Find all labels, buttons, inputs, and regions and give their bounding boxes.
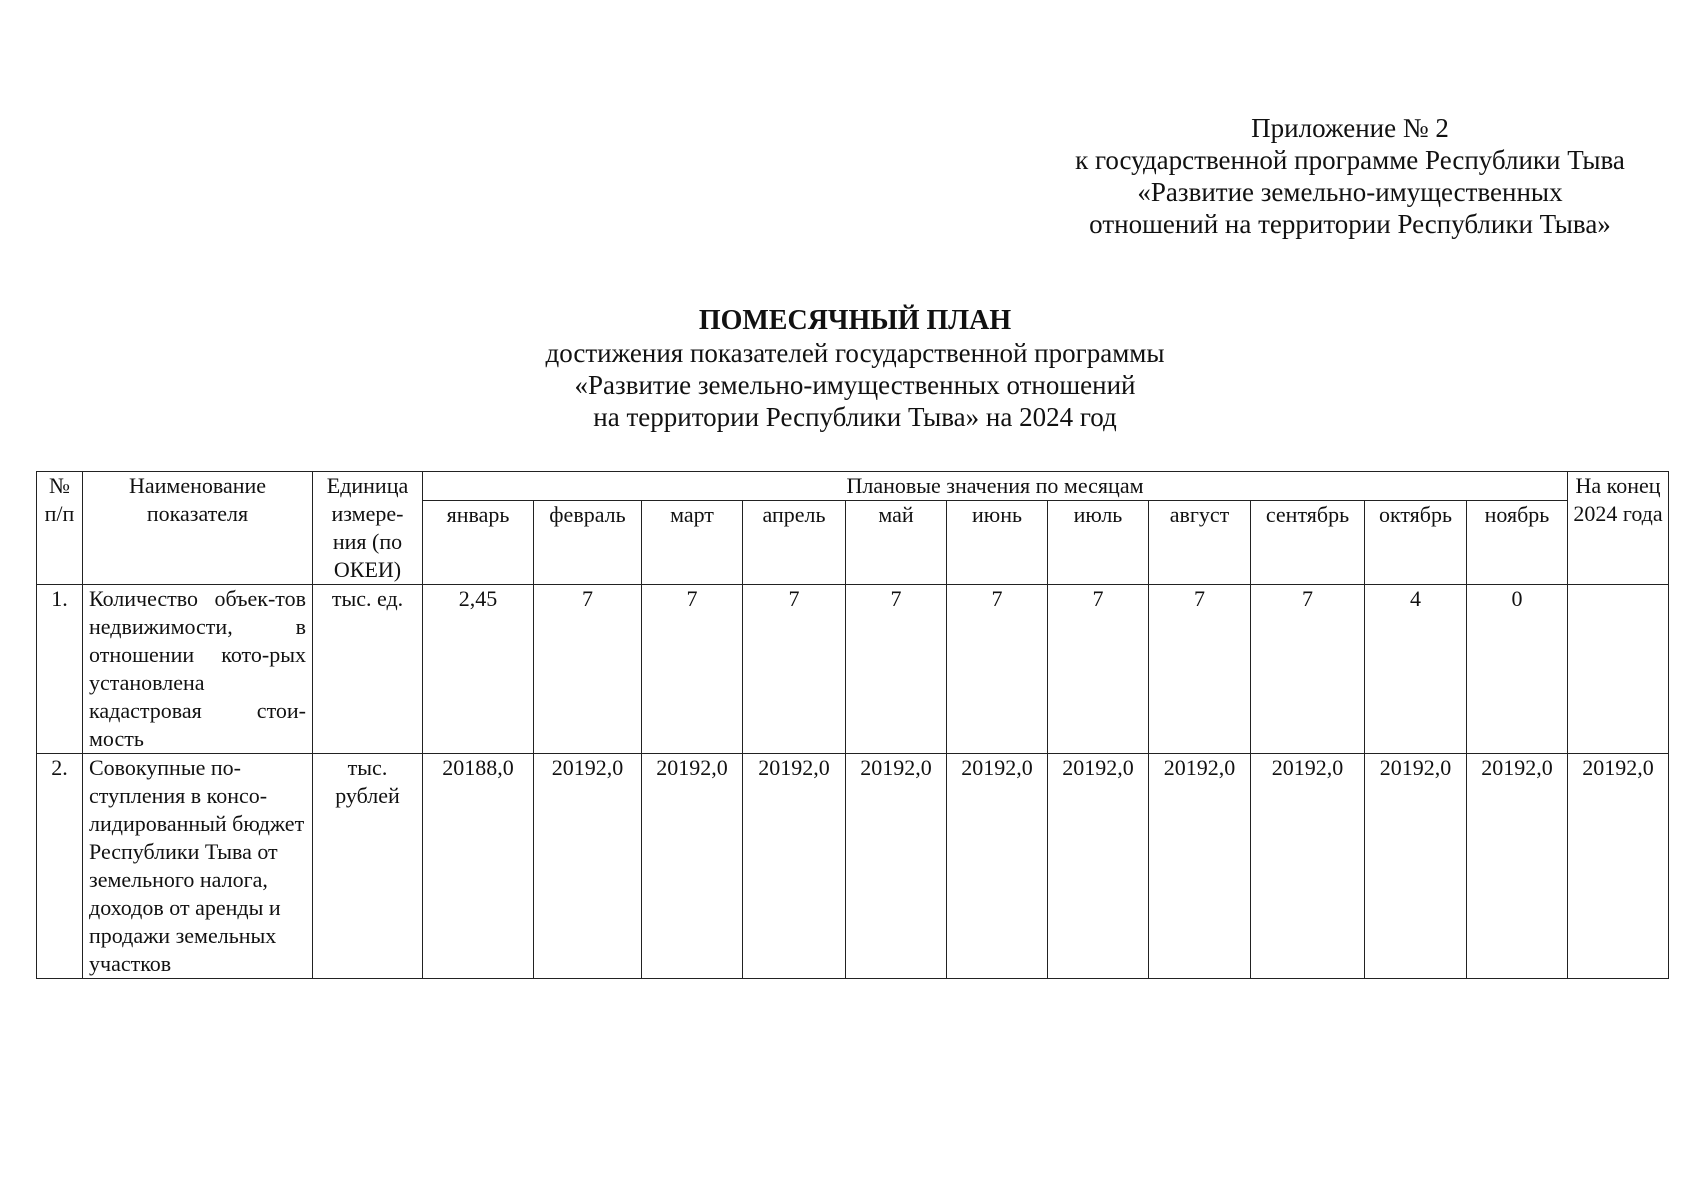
- plan-table: [36, 471, 1669, 979]
- row-name: Совокупные по-ступления в консо-лидированный бюджет Республики Тыва от земельного налога, доходов от аренды и продажи земельных участков: [83, 754, 313, 979]
- row-num: 2.: [37, 754, 83, 979]
- row-value: 20192,0: [534, 754, 642, 979]
- table-row: [37, 585, 1669, 754]
- header-unit: Единица измере-ния (по ОКЕИ): [313, 472, 423, 585]
- row-value: 7: [642, 585, 743, 754]
- header-name: Наименование показателя: [83, 472, 313, 585]
- document-title: [440, 305, 1270, 433]
- appendix-line-1: Приложение № 2: [1251, 113, 1449, 143]
- row-num: 1.: [37, 585, 83, 754]
- header-end: На конец 2024 года: [1568, 472, 1669, 585]
- appendix-line-3: «Развитие земельно-имущественных: [1137, 177, 1563, 207]
- header-month: июнь: [947, 501, 1048, 585]
- row-value: 20192,0: [1365, 754, 1467, 979]
- row-unit: тыс. рублей: [313, 754, 423, 979]
- row-value: 20192,0: [743, 754, 846, 979]
- header-plan: Плановые значения по месяцам: [423, 472, 1568, 501]
- header-month: ноябрь: [1467, 501, 1568, 585]
- header-month: май: [846, 501, 947, 585]
- appendix-line-2: к государственной программе Республики Тыва: [1075, 145, 1625, 175]
- header-month: январь: [423, 501, 534, 585]
- row-name: Количество объек-тов недвижимости, в отношении кото-рых установлена кадастровая стои-мость: [83, 585, 313, 754]
- row-value: 20192,0: [1251, 754, 1365, 979]
- title-main: ПОМЕСЯЧНЫЙ ПЛАН: [698, 305, 1012, 336]
- row-value: 20188,0: [423, 754, 534, 979]
- row-value: 20192,0: [642, 754, 743, 979]
- row-value: 20192,0: [1048, 754, 1149, 979]
- row-value: 20192,0: [947, 754, 1048, 979]
- row-value: 7: [1251, 585, 1365, 754]
- row-value: 0: [1467, 585, 1568, 754]
- row-value: 2,45: [423, 585, 534, 754]
- row-value: 7: [1048, 585, 1149, 754]
- row-value: 20192,0: [1467, 754, 1568, 979]
- title-line-4: на территории Республики Тыва» на 2024 год: [593, 402, 1117, 432]
- header-month: сентябрь: [1251, 501, 1365, 585]
- row-value: 7: [947, 585, 1048, 754]
- header-month: февраль: [534, 501, 642, 585]
- row-end-value: 20192,0: [1568, 754, 1669, 979]
- row-value: 7: [534, 585, 642, 754]
- header-month: август: [1149, 501, 1251, 585]
- header-month: март: [642, 501, 743, 585]
- row-value: 7: [743, 585, 846, 754]
- row-value: 7: [846, 585, 947, 754]
- row-value: 20192,0: [846, 754, 947, 979]
- table-row: [37, 754, 1669, 979]
- appendix-line-4: отношений на территории Республики Тыва»: [1089, 209, 1611, 239]
- row-end-value: [1568, 585, 1669, 754]
- title-line-2: достижения показателей государственной программы: [545, 338, 1165, 368]
- row-value: 20192,0: [1149, 754, 1251, 979]
- header-month: апрель: [743, 501, 846, 585]
- header-month: октябрь: [1365, 501, 1467, 585]
- row-unit: тыс. ед.: [313, 585, 423, 754]
- appendix-note: [1040, 112, 1660, 240]
- header-num: № п/п: [37, 472, 83, 585]
- row-value: 7: [1149, 585, 1251, 754]
- row-value: 4: [1365, 585, 1467, 754]
- header-month: июль: [1048, 501, 1149, 585]
- title-line-3: «Развитие земельно-имущественных отношений: [574, 370, 1136, 400]
